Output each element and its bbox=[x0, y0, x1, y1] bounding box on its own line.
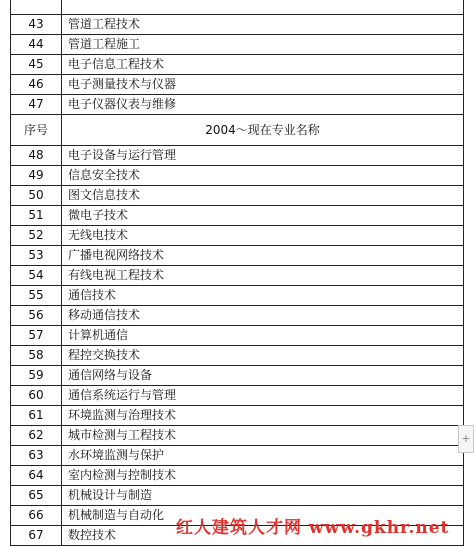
table-row bbox=[11, 486, 464, 506]
major-name: 电子测量技术与仪器 bbox=[62, 75, 464, 95]
row-number: 61 bbox=[11, 406, 62, 426]
major-name: 程控交换技术 bbox=[62, 346, 464, 366]
header-major-name: 2004～现在专业名称 bbox=[62, 115, 464, 146]
row-number: 56 bbox=[11, 306, 62, 326]
row-number: 65 bbox=[11, 486, 62, 506]
major-name: 通信技术 bbox=[62, 286, 464, 306]
row-number: 58 bbox=[11, 346, 62, 366]
major-name: 管道工程施工 bbox=[62, 35, 464, 55]
table-row bbox=[11, 206, 464, 226]
row-number: 48 bbox=[11, 146, 62, 166]
major-name: 微电子技术 bbox=[62, 206, 464, 226]
major-name: 电子信息工程技术 bbox=[62, 55, 464, 75]
row-number: 64 bbox=[11, 466, 62, 486]
major-name: 有线电视工程技术 bbox=[62, 266, 464, 286]
row-number bbox=[11, 0, 62, 15]
table-row bbox=[11, 346, 464, 366]
major-name: 机械制造与自动化 bbox=[62, 506, 464, 526]
major-name: 图文信息技术 bbox=[62, 186, 464, 206]
table-row bbox=[11, 166, 464, 186]
table-row bbox=[11, 0, 464, 15]
row-number: 44 bbox=[11, 35, 62, 55]
major-name: 城市检测与工程技术 bbox=[62, 426, 464, 446]
major-name: 水环境监测与保护 bbox=[62, 446, 464, 466]
major-name: 电子仪器仪表与维修 bbox=[62, 95, 464, 115]
table-row bbox=[11, 246, 464, 266]
row-number: 63 bbox=[11, 446, 62, 466]
row-number: 51 bbox=[11, 206, 62, 226]
row-number: 54 bbox=[11, 266, 62, 286]
table-row bbox=[11, 55, 464, 75]
row-number: 47 bbox=[11, 95, 62, 115]
site-watermark: 红人建筑人才网 www.gkhr.net bbox=[176, 518, 450, 538]
major-name: 电子设备与运行管理 bbox=[62, 146, 464, 166]
table-row bbox=[11, 75, 464, 95]
major-name: 通信网络与设备 bbox=[62, 366, 464, 386]
major-name: 环境监测与治理技术 bbox=[62, 406, 464, 426]
row-number: 45 bbox=[11, 55, 62, 75]
row-number: 67 bbox=[11, 526, 62, 546]
major-name: 移动通信技术 bbox=[62, 306, 464, 326]
table-row bbox=[11, 146, 464, 166]
table-row bbox=[11, 386, 464, 406]
row-number: 49 bbox=[11, 166, 62, 186]
table-row bbox=[11, 306, 464, 326]
table-row bbox=[11, 95, 464, 115]
major-name: 管道工程技术 bbox=[62, 15, 464, 35]
row-number: 53 bbox=[11, 246, 62, 266]
major-table-top bbox=[10, 0, 464, 115]
major-name: 数控技术 bbox=[62, 526, 464, 546]
major-name: 通信系统运行与管理 bbox=[62, 386, 464, 406]
table-row bbox=[11, 226, 464, 246]
row-number: 60 bbox=[11, 386, 62, 406]
major-name: 计算机通信 bbox=[62, 326, 464, 346]
table-row bbox=[11, 466, 464, 486]
row-number: 59 bbox=[11, 366, 62, 386]
major-name bbox=[62, 0, 464, 15]
header-number: 序号 bbox=[11, 115, 62, 146]
table-row bbox=[11, 426, 464, 446]
table-row bbox=[11, 406, 464, 426]
major-name: 室内检测与控制技术 bbox=[62, 466, 464, 486]
table-row bbox=[11, 15, 464, 35]
table-row bbox=[11, 446, 464, 466]
major-name: 广播电视网络技术 bbox=[62, 246, 464, 266]
row-number: 43 bbox=[11, 15, 62, 35]
row-number: 66 bbox=[11, 506, 62, 526]
row-number: 52 bbox=[11, 226, 62, 246]
table-row bbox=[11, 35, 464, 55]
row-number: 57 bbox=[11, 326, 62, 346]
table-row bbox=[11, 186, 464, 206]
row-number: 55 bbox=[11, 286, 62, 306]
expand-tab[interactable]: + bbox=[458, 425, 474, 453]
table-row bbox=[11, 366, 464, 386]
table-row bbox=[11, 286, 464, 306]
table-row bbox=[11, 326, 464, 346]
row-number: 46 bbox=[11, 75, 62, 95]
major-name: 信息安全技术 bbox=[62, 166, 464, 186]
row-number: 50 bbox=[11, 186, 62, 206]
major-name: 无线电技术 bbox=[62, 226, 464, 246]
major-table-bottom bbox=[10, 114, 464, 546]
table-row bbox=[11, 266, 464, 286]
table-header-row bbox=[11, 115, 464, 146]
row-number: 62 bbox=[11, 426, 62, 446]
major-name: 机械设计与制造 bbox=[62, 486, 464, 506]
